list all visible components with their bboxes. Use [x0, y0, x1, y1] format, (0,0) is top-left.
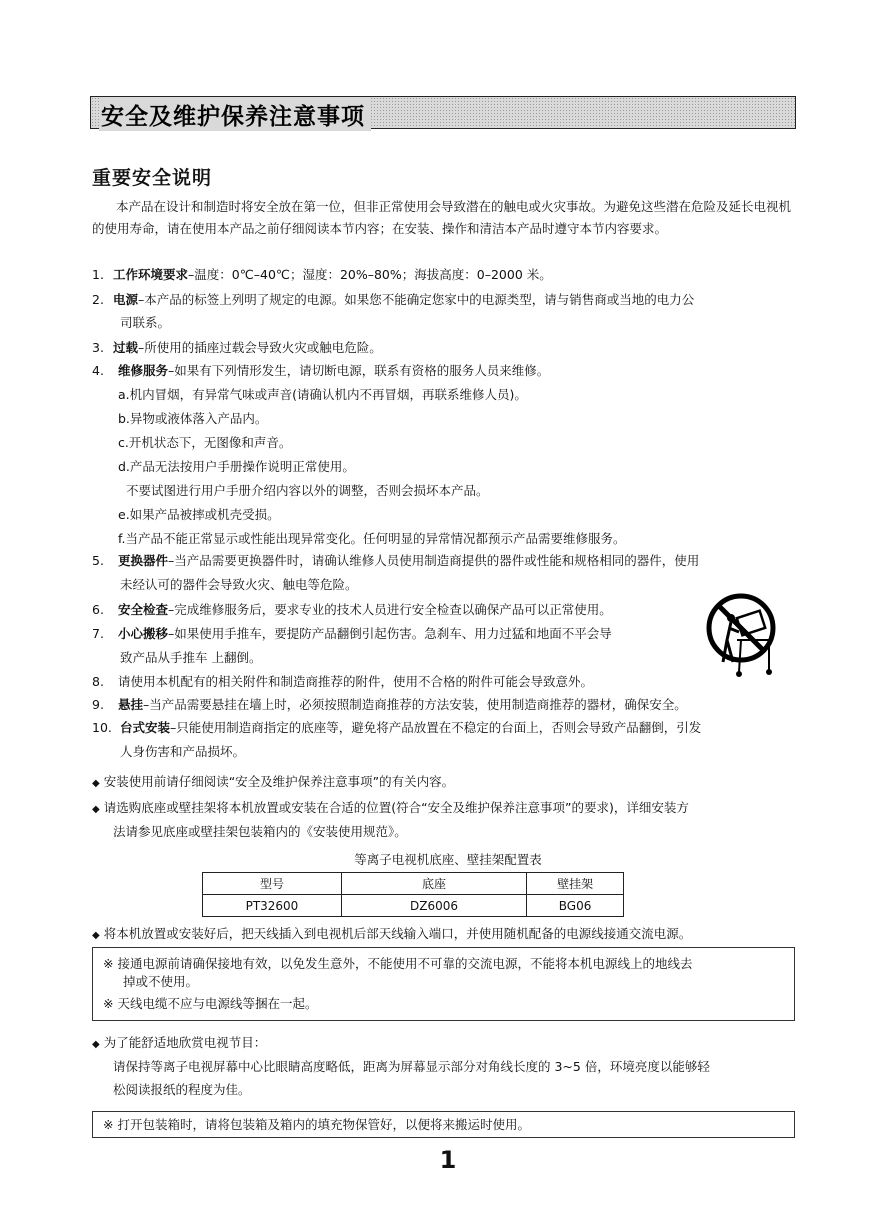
item-number: 5.: [92, 553, 104, 568]
cart-tipover-warning-icon: [705, 592, 787, 678]
list-item: [113, 290, 694, 310]
bullet-item: [92, 924, 691, 946]
item-text: –温度：0℃–40℃；湿度：20%–80%；海拔高度：0–2000 米。: [188, 267, 552, 282]
item-number: 3.: [92, 340, 104, 355]
list-item: [118, 551, 699, 571]
title-banner: [90, 96, 796, 129]
table-header-cell: 壁挂架: [527, 873, 624, 895]
item-label: 电源: [113, 292, 139, 307]
bullet-text-continued: 松阅读报纸的程度为佳。: [113, 1082, 251, 1097]
item-label: 小心搬移: [118, 626, 169, 641]
item-number: 8.: [92, 674, 104, 689]
item-number: 4.: [92, 363, 104, 378]
item-text-continued: 司联系。: [120, 315, 171, 330]
bullet-text-continued: 法请参见底座或壁挂架包装箱内的《安装使用规范》。: [113, 824, 407, 839]
item-number: 7.: [92, 626, 104, 641]
note-text-continued: 掉或不使用。: [123, 974, 199, 989]
bullet-icon: ◆: [92, 930, 100, 941]
item-label: 安全检查: [118, 602, 169, 617]
section-title: 重要安全说明: [92, 167, 213, 189]
table-header-cell: 型号: [203, 873, 342, 895]
item-number: 1.: [92, 267, 104, 282]
item-label: 更换器件: [118, 553, 169, 568]
bullet-text: 请选购底座或壁挂架将本机放置或安装在合适的位置(符合“安全及维护保养注意事项”的要求)，详细安装方: [103, 800, 689, 815]
item-label: 过载: [113, 340, 139, 355]
item-label: 台式安装: [120, 720, 171, 735]
bullet-text-continued: 请保持等离子电视屏幕中心比眼睛高度略低，距离为屏幕显示部分对角线长度的 3~5 倍，环境亮度以能够轻: [113, 1059, 710, 1074]
item-text-continued: 未经认可的器件会导致火灾、触电等危险。: [120, 577, 358, 592]
item-label: 悬挂: [118, 697, 144, 712]
sub-item-f: f.当产品不能正常显示或性能出现异常变化。任何明显的异常情况都预示产品需要维修服务。: [118, 531, 626, 546]
list-item: [113, 265, 552, 285]
item-number: 2.: [92, 292, 104, 307]
item-label: 维修服务: [118, 363, 169, 378]
table-title: 等离子电视机底座、壁挂架配置表: [354, 852, 542, 867]
list-item: [118, 695, 687, 715]
list-item: [120, 718, 701, 738]
table-cell: DZ6006: [341, 895, 526, 917]
item-text: –如果使用手推车，要提防产品翻倒引起伤害。急刹车、用力过猛和地面不平会导: [168, 626, 612, 641]
config-table: [202, 872, 624, 917]
item-text: –当产品需要更换器件时，请确认维修人员使用制造商提供的器件或性能和规格相同的器件，使用: [168, 553, 700, 568]
page-number: 1: [439, 1146, 457, 1174]
bullet-item: [92, 1033, 266, 1055]
item-text: –本产品的标签上列明了规定的电源。如果您不能确定您家中的电源类型，请与销售商或当地的电力公: [138, 292, 695, 307]
list-item: 请使用本机配有的相关附件和制造商推荐的附件，使用不合格的附件可能会导致意外。: [118, 674, 594, 689]
note-text: ※ 接通电源前请确保接地有效，以免发生意外，不能使用不可靠的交流电源，不能将本机电源线上的地线去: [103, 956, 693, 971]
item-text: –如果有下列情形发生，请切断电源，联系有资格的服务人员来维修。: [168, 363, 550, 378]
item-text: –完成维修服务后，要求专业的技术人员进行安全检查以确保产品可以正常使用。: [168, 602, 612, 617]
list-item: [118, 361, 549, 381]
bullet-icon: ◆: [92, 804, 100, 815]
note-text: ※ 打开包装箱时，请将包装箱及箱内的填充物保管好，以便将来搬运时使用。: [103, 1117, 530, 1132]
item-number: 10.: [92, 720, 112, 735]
list-item: [118, 624, 612, 644]
item-text-continued: 致产品从手推车 上翻倒。: [120, 650, 262, 665]
table-header-cell: 底座: [341, 873, 526, 895]
bullet-item: [92, 798, 689, 820]
bullet-item: [92, 772, 454, 794]
item-text-continued: 人身伤害和产品损坏。: [120, 744, 246, 759]
bullet-icon: ◆: [92, 778, 100, 789]
item-text: –当产品需要悬挂在墙上时，必须按照制造商推荐的方法安装，使用制造商推荐的器材，确保安全。: [143, 697, 687, 712]
note-box: [92, 1111, 795, 1138]
table-header-row: [203, 873, 624, 895]
item-number: 9.: [92, 697, 104, 712]
table-row: [203, 895, 624, 917]
item-text: –只能使用制造商指定的底座等，避免将产品放置在不稳定的台面上，否则会导致产品翻倒，引发: [170, 720, 702, 735]
bullet-text: 将本机放置或安装好后，把天线插入到电视机后部天线输入端口，并使用随机配备的电源线接通交流电源。: [103, 926, 692, 941]
sub-item-c: c.开机状态下，无图像和声音。: [118, 435, 292, 450]
bullet-icon: ◆: [92, 1039, 100, 1050]
intro-paragraph: 本产品在设计和制造时将安全放在第一位，但非正常使用会导致潜在的触电或火灾事故。为避免这些潜在危险及延长电视机的使用寿命，请在使用本产品之前仔细阅读本节内容；在安装、操作和清洁本产品时遵守本节内容要求。: [92, 199, 792, 236]
sub-item-a: a.机内冒烟，有异常气味或声音(请确认机内不再冒烟，再联系维修人员)。: [118, 387, 527, 402]
note-text: ※ 天线电缆不应与电源线等捆在一起。: [103, 996, 318, 1011]
item-label: 工作环境要求: [113, 267, 189, 282]
table-cell: PT32600: [203, 895, 342, 917]
bullet-text: 为了能舒适地欣赏电视节目：: [103, 1035, 267, 1050]
page-title: 安全及维护保养注意事项: [99, 98, 371, 131]
list-item: [113, 338, 382, 358]
item-text: –所使用的插座过载会导致火灾或触电危险。: [138, 340, 382, 355]
sub-item-d-note: 不要试图进行用户手册介绍内容以外的调整，否则会损坏本产品。: [126, 483, 489, 498]
note-box: [92, 947, 795, 1021]
table-cell: BG06: [527, 895, 624, 917]
sub-item-d: d.产品无法按用户手册操作说明正常使用。: [118, 459, 355, 474]
bullet-text: 安装使用前请仔细阅读“安全及维护保养注意事项”的有关内容。: [103, 774, 455, 789]
sub-item-e: e.如果产品被摔或机壳受损。: [118, 507, 280, 522]
list-item: [118, 600, 612, 620]
sub-item-b: b.异物或液体落入产品内。: [118, 411, 268, 426]
item-number: 6.: [92, 602, 104, 617]
